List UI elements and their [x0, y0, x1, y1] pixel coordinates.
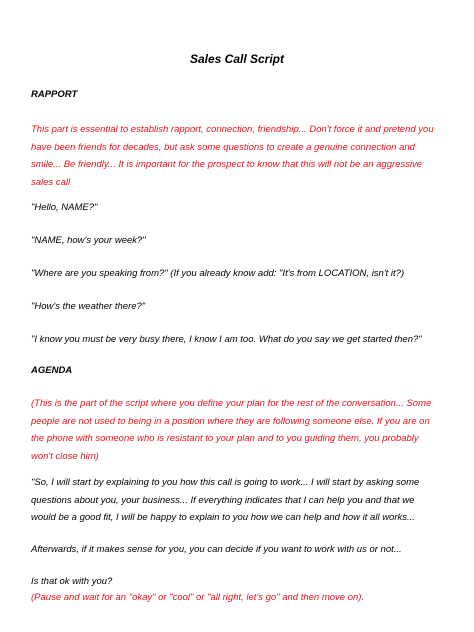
afterwards-line: Afterwards, if it makes sense for you, you can decide if you want to work with us or not...: [31, 544, 402, 555]
script-line-location: "Where are you speaking from?" (If you already know add: "It's from LOCATION, isn't it?): [31, 268, 405, 279]
script-line-weather: "How's the weather there?": [31, 301, 146, 312]
agenda-note-line: the phone with someone who is resistant to your plan and to you guiding them, you probably: [31, 433, 419, 444]
agenda-paragraph: [31, 474, 461, 527]
agenda-heading: AGENDA: [31, 365, 73, 376]
page-title: Sales Call Script: [189, 52, 285, 66]
agenda-note: [31, 395, 461, 465]
script-line-get-started: "I know you must be very busy there, I know I am too. What do you say we get started then?": [31, 334, 422, 345]
rapport-note: [31, 121, 461, 191]
script-line-hello: "Hello, NAME?": [31, 202, 98, 213]
rapport-heading: RAPPORT: [31, 89, 78, 100]
agenda-paragraph-line: would be a good fit, I will be happy to explain to you how we can help and how it all works...: [31, 512, 415, 523]
question-line: Is that ok with you?: [31, 576, 113, 587]
rapport-note-line: This part is essential to establish rapport, connection, friendship... Don't force it and pretend you: [31, 124, 434, 135]
pause-instruction: (Pause and wait for an "okay" or "cool" or "all right, let's go" and then move on).: [31, 592, 365, 603]
rapport-note-line: have been friends for decades, but ask some questions to create a genuine connection and: [31, 141, 415, 153]
agenda-note-line: won't close him): [31, 450, 99, 462]
script-line-week: "NAME, how's your week?": [31, 235, 146, 246]
agenda-note-line: people are not used to being in a position where they are following someone else. If you are on: [31, 415, 430, 427]
agenda-paragraph-line: questions about you, your business... If everything indicates that I can help you and that we: [31, 494, 415, 506]
rapport-note-line: smile... Be friendly... It is important for the prospect to know that this will not be an aggressive: [31, 159, 423, 170]
agenda-note-line: (This is the part of the script where you define your plan for the rest of the conversation... Some: [31, 398, 432, 409]
rapport-note-line: sales call: [31, 176, 71, 188]
agenda-paragraph-line: "So, I will start by explaining to you how this call is going to work... I will start by asking some: [31, 477, 420, 488]
